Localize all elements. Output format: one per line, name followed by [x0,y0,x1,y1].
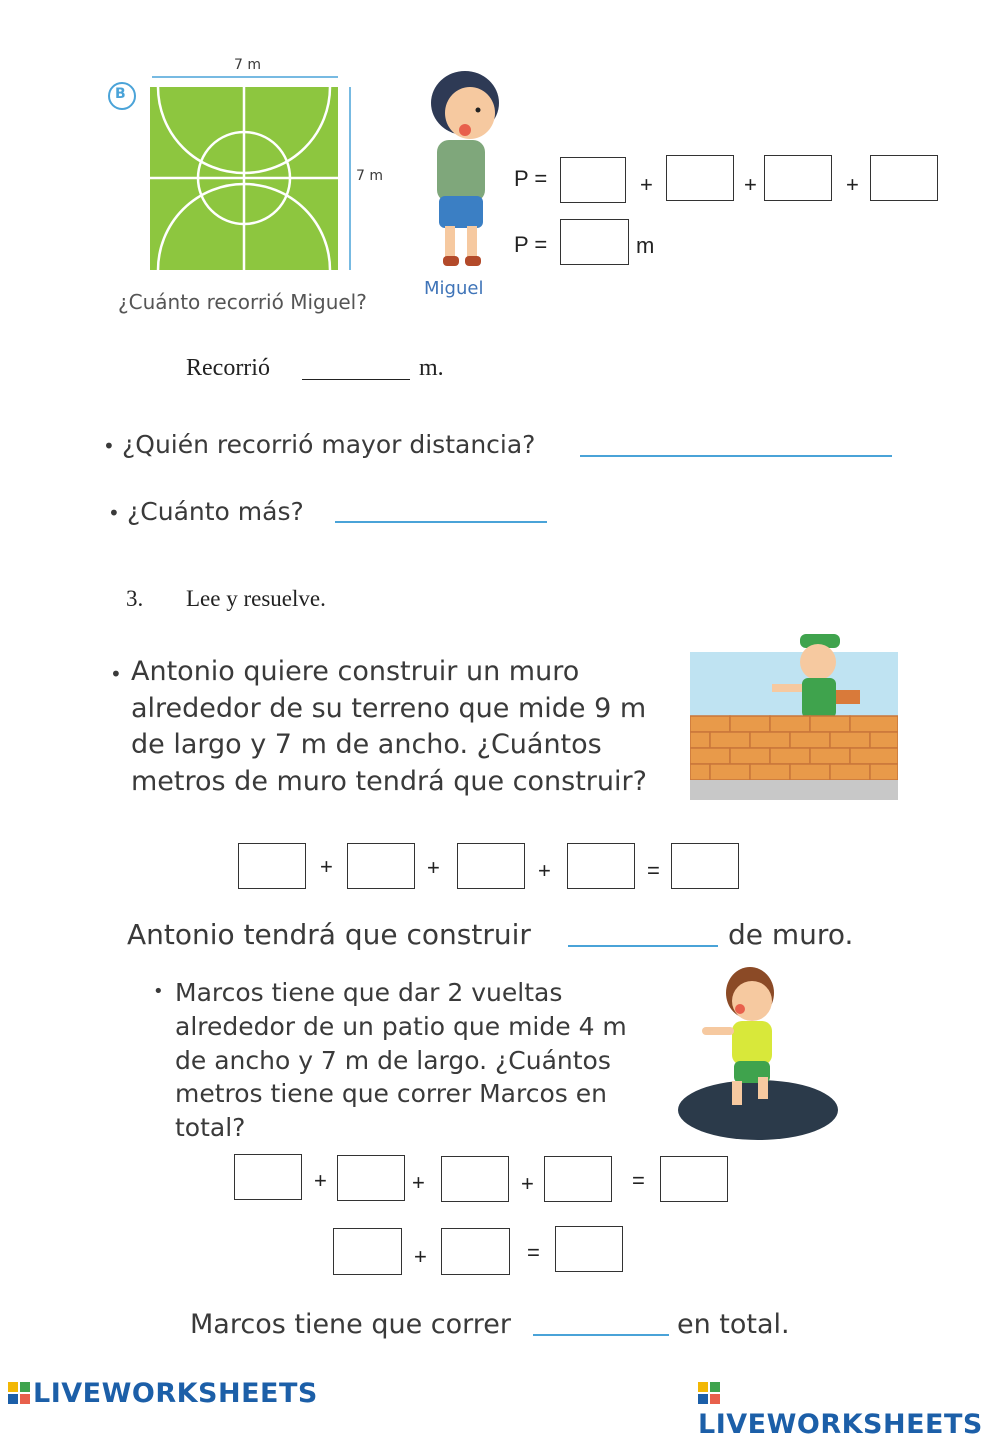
antonio-line-3: de largo y 7 m de ancho. ¿Cuántos [131,729,602,760]
side-dimension-label: 7 m [356,168,383,184]
marcos-line-4: metros tiene que correr Marcos en [175,1079,607,1109]
logo-text: LIVEWORKSHEETS [698,1409,983,1440]
p-answer-box-2[interactable] [666,155,734,201]
marcos-box-6[interactable] [441,1228,510,1275]
marcos-answer-after: en total. [677,1309,790,1340]
plus-sign: + [538,858,551,883]
bullet: • [110,662,122,686]
marcos-box-1[interactable] [234,1154,302,1200]
court-figure [100,55,400,285]
question-mayor-distancia: ¿Quién recorrió mayor distancia? [122,430,536,459]
equals-sign: = [527,1240,540,1265]
recorrio-answer-line[interactable] [302,379,410,380]
plus-sign: + [314,1168,327,1193]
marcos-answer-before: Marcos tiene que correr [190,1309,512,1340]
marcos-line-1: Marcos tiene que dar 2 vueltas [175,978,563,1007]
cuanto-mas-answer-line[interactable] [335,521,547,523]
equals-sign: = [647,858,660,883]
running-boy-illustration [672,965,844,1143]
logo-mark-icon [698,1382,720,1404]
section-title: Lee y resuelve. [186,586,326,611]
marcos-box-3[interactable] [441,1156,509,1202]
section-number: 3. [126,586,144,611]
top-dimension-label: 7 m [234,57,261,73]
logo-mark-icon [8,1382,30,1404]
liveworksheets-logo-right [698,1378,1000,1440]
marcos-subtotal-box[interactable] [660,1156,728,1202]
miguel-illustration [415,68,505,278]
p-answer-box-3[interactable] [764,155,832,201]
plus-sign: + [521,1171,534,1196]
antonio-box-3[interactable] [457,843,525,889]
recorrio-unit: m. [419,355,444,381]
bullet: • [108,501,120,525]
marcos-line-5: total? [175,1113,246,1143]
miguel-name: Miguel [424,278,484,299]
plus-sign: + [320,854,333,879]
plus-sign: + [846,172,859,197]
antonio-box-2[interactable] [347,843,415,889]
antonio-box-4[interactable] [567,843,635,889]
bullet: • [153,981,164,1002]
liveworksheets-logo-left [8,1378,318,1409]
figure-question: ¿Cuánto recorrió Miguel? [118,290,367,314]
bullet: • [103,434,115,458]
antonio-total-box[interactable] [671,843,739,889]
plus-sign: + [412,1170,425,1195]
marcos-box-5[interactable] [333,1228,402,1275]
p-total-box[interactable] [560,219,629,265]
logo-text: LIVEWORKSHEETS [33,1378,318,1409]
antonio-answer-after: de muro. [728,918,854,951]
p-answer-box-1[interactable] [560,157,626,203]
antonio-answer-before: Antonio tendrá que construir [127,918,531,951]
antonio-box-1[interactable] [238,843,306,889]
brick-wall-illustration [690,632,898,800]
antonio-answer-line[interactable] [568,945,718,947]
antonio-line-1: Antonio quiere construir un muro [131,656,580,687]
p-label-2: P = [514,232,548,257]
marcos-line-2: alrededor de un patio que mide 4 m [175,1011,627,1041]
marcos-answer-line[interactable] [533,1334,669,1336]
marcos-box-2[interactable] [337,1155,405,1201]
badge-label: B [115,86,126,102]
plus-sign: + [414,1244,427,1269]
mayor-distancia-answer-line[interactable] [580,455,892,457]
court-diagram [100,55,400,285]
antonio-problem-text [131,654,647,800]
p-label-1: P = [514,166,548,191]
plus-sign: + [744,172,757,197]
antonio-line-2: alrededor de su terreno que mide 9 m [131,692,647,724]
recorrio-label: Recorrió [186,355,270,381]
question-cuanto-mas: ¿Cuánto más? [127,497,304,526]
plus-sign: + [427,855,440,880]
plus-sign: + [640,172,653,197]
p-answer-box-4[interactable] [870,155,938,201]
marcos-total-box[interactable] [555,1226,623,1272]
marcos-box-4[interactable] [544,1156,612,1202]
equals-sign: = [632,1168,645,1193]
antonio-line-4: metros de muro tendrá que construir? [131,765,647,797]
marcos-line-3: de ancho y 7 m de largo. ¿Cuántos [175,1045,611,1075]
marcos-problem-text [175,976,627,1145]
unit-label: m [636,233,655,258]
